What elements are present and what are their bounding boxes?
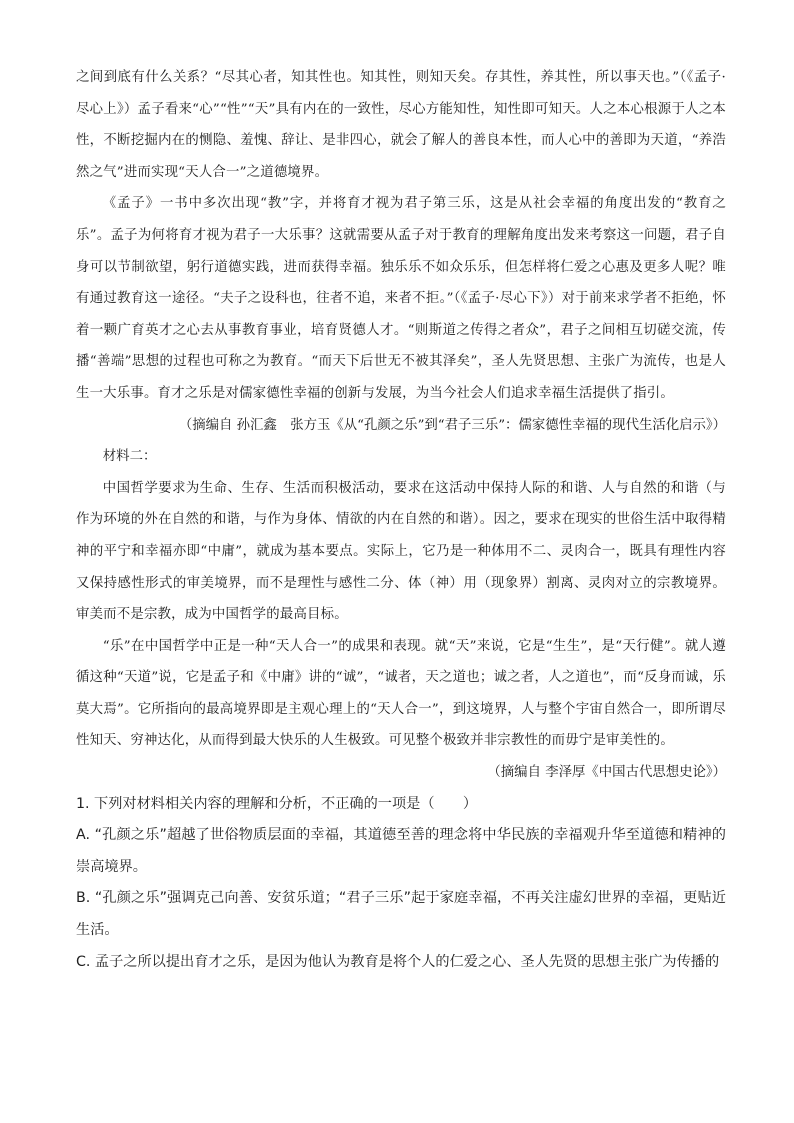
material2-paragraph-2: “乐”在中国哲学中正是一种“天人合一”的成果和表现。就“天”来说，它是“生生”，是“天行健”。就人遵循这种“天道”说，它是孟子和《中庸》讲的“诚”，“诚者，天之道也；诚之者，人之道也”，而“反身而诚，乐莫大焉”。它所指向的最高境界即是主观心理上的“天人合一”，到这境界，人与整个宇宙自然合一，即所谓尽性知天、穷神达化，从而得到最大快乐的人生极致。可见整个极致并非宗教性的而毋宁是审美性的。 (76, 638, 726, 749)
question-1-option-b: B. “孔颜之乐”强调克己向善、安贫乐道；“君子三乐”起于家庭幸福，不再关注虚幻世界的幸福，更贴近生活。 (76, 890, 726, 939)
document-page (76, 62, 726, 978)
material2-source: （摘编自 李泽厚《中国古代思想史论》） (487, 765, 726, 781)
question-1-option-a: A. “孔颜之乐”超越了世俗物质层面的幸福，其道德至善的理念将中华民族的幸福观升华至道德和精神的崇高境界。 (76, 827, 726, 875)
question-1-option-c: C. 孟子之所以提出育才之乐，是因为他认为教育是将个人的仁爱之心、圣人先贤的思想主张广为传播的 (76, 953, 720, 970)
material1-paragraph-2: 《孟子》一书中多次出现“教”字，并将育才视为君子第三乐，这是从社会幸福的角度出发的“教育之乐”。孟子为何将育才视为君子一大乐事？这就需要从孟子对于教育的理解角度出发来考察这一问题，君子自身可以节制欲望，躬行道德实践，进而获得幸福。独乐乐不如众乐乐，但怎样将仁爱之心惠及更多人呢？唯有通过教育这一途径。“夫子之设科也，往者不追，来者不拒。”（《孟子·尽心下》）对于前来求学者不拒绝，怀着一颗广育英才之心去从事教育事业，培育贤德人才。“则斯道之传得之者众”，君子之间相互切磋交流，传播“善端”思想的过程也可称之为教育。“而天下后世无不被其泽矣”，圣人先贤思想、主张广为流传，也是人生一大乐事。育才之乐是对儒家德性幸福的创新与发展，为当今社会人们追求幸福生活提供了指引。 (76, 196, 726, 401)
material1-paragraph-1: 之间到底有什么关系？“尽其心者，知其性也。知其性，则知天矣。存其性，养其性，所以事天也。”（《孟子·尽心上》）孟子看来“心”“性”“天”具有内在的一致性，尽心方能知性，知性即可知天。人之本心根源于人之本性，不断挖掘内在的恻隐、羞愧、辞让、是非四心，就会了解人的善良本性，而人心中的善即为天道，“养浩然之气”进而实现“天人合一”之道德境界。 (76, 70, 726, 180)
material1-source: （摘编自 孙汇鑫 张方玉《从“孔颜之乐”到“君子三乐”：儒家德性幸福的现代生活化启示》） (178, 417, 726, 433)
material2-label: 材料二： (102, 449, 157, 465)
material2-paragraph-1: 中国哲学要求为生命、生存、生活而积极活动，要求在这活动中保持人际的和谐、人与自然的和谐（与作为环境的外在自然的和谐，与作为身体、情欲的内在自然的和谐）。因之，要求在现实的世俗生活中取得精神的平宁和幸福亦即“中庸”，就成为基本要点。实际上，它乃是一种体用不二、灵肉合一，既具有理性内容又保持感性形式的审美境界，而不是理性与感性二分、体（神）用（现象界）割离、灵肉对立的宗教境界。审美而不是宗教，成为中国哲学的最高目标。 (76, 480, 726, 623)
question-1-stem: 1. 下列对材料相关内容的理解和分析，不正确的一项是（ ） (76, 795, 478, 812)
